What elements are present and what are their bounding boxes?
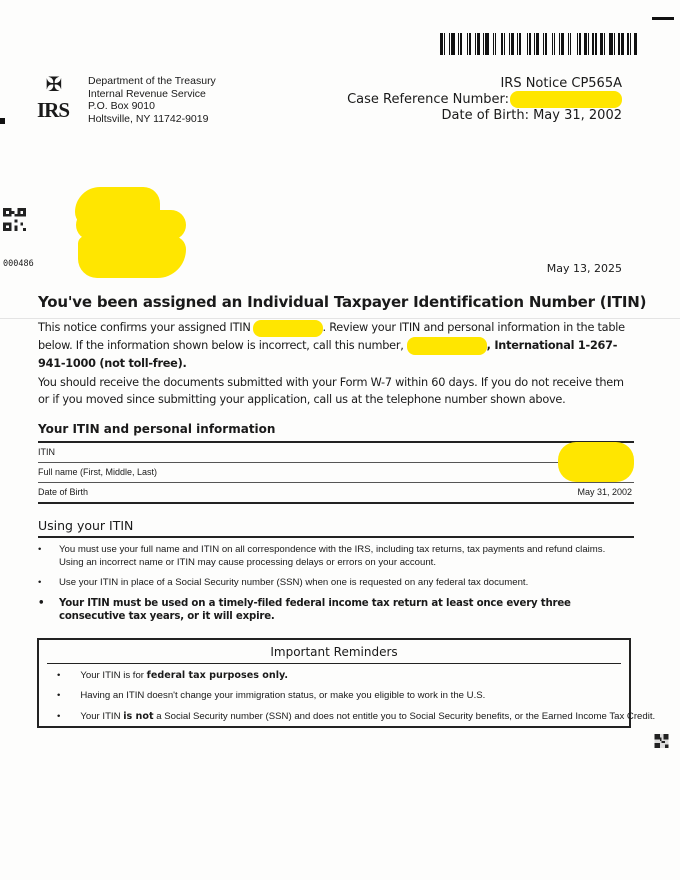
- address-line: Department of the Treasury: [88, 75, 216, 87]
- barcode-bar: [572, 33, 576, 55]
- redacted-recipient-address: [78, 236, 186, 278]
- barcode-bar: [532, 33, 533, 55]
- barcode-bar: [545, 33, 547, 55]
- case-reference: Case Reference Number:: [347, 91, 622, 108]
- barcode-bar: [460, 33, 462, 55]
- barcode-bar: [540, 33, 542, 55]
- info-section-heading: Your ITIN and personal information: [38, 422, 276, 436]
- barcode-bar: [548, 33, 551, 55]
- table-row: ITIN: [38, 443, 634, 463]
- barcode-bar: [451, 33, 455, 55]
- barcode-bar: [529, 33, 531, 55]
- barcode-bar: [501, 33, 503, 55]
- barcode-bar: [475, 33, 476, 55]
- barcode-bar: [440, 33, 443, 55]
- barcode-bar: [632, 33, 633, 55]
- agency-address: [88, 75, 216, 125]
- documents-paragraph: You should receive the documents submitted with your Form W-7 within 60 days. If you do not receive them or if you moved since submitting your application, call us at the telephone number shown above.: [38, 376, 624, 406]
- barcode-bar: [527, 33, 528, 55]
- barcode: [440, 33, 664, 55]
- barcode-bar: [449, 33, 450, 55]
- barcode-bar: [565, 33, 567, 55]
- barcode-bar: [490, 33, 492, 55]
- barcode-bar: [625, 33, 626, 55]
- barcode-bar: [469, 33, 471, 55]
- list-item: • You must use your full name and ITIN on all correspondence with the IRS, including tax returns, tax payments and refund claims. Using an incorrect name or ITIN may cause processing delays or errors on your account.: [38, 544, 606, 568]
- notice-header: [347, 76, 622, 123]
- barcode-bar: [609, 33, 613, 55]
- irs-logo: [37, 74, 73, 126]
- barcode-bar: [497, 33, 500, 55]
- barcode-bar: [588, 33, 589, 55]
- list-item: • Your ITIN must be used on a timely-filed federal income tax return at least once every three consecutive tax years, or it will expire.: [38, 598, 571, 622]
- address-line: Holtsville, NY 11742-9019: [88, 112, 209, 125]
- divider: [38, 536, 634, 538]
- barcode-bar: [509, 33, 510, 55]
- barcode-bar: [483, 33, 484, 55]
- barcode-bar: [621, 33, 624, 55]
- barcode-bar: [598, 33, 599, 55]
- page-title: You've been assigned an Individual Taxpayer Identification Number (ITIN): [38, 293, 647, 311]
- barcode-bar: [522, 33, 526, 55]
- redacted-itin-and-name: [558, 442, 634, 482]
- barcode-bar: [477, 33, 480, 55]
- address-line: Internal Revenue Service: [88, 87, 206, 100]
- list-item: • Having an ITIN doesn't change your immigration status, or make you eligible to work in the U.S.: [57, 690, 486, 701]
- barcode-bar: [515, 33, 516, 55]
- barcode-bar: [627, 33, 629, 55]
- barcode-bar: [561, 33, 564, 55]
- barcode-bar: [582, 33, 583, 55]
- barcode-bar: [504, 33, 505, 55]
- fold-mark: [0, 118, 5, 124]
- barcode-bar: [536, 33, 539, 55]
- barcode-bar: [493, 33, 494, 55]
- list-item: • Your ITIN is for federal tax purposes only.: [57, 670, 289, 681]
- intro-paragraph: This notice confirms your assigned ITIN . Review your ITIN and personal information in the table below. If the information shown below is incorrect, call this number, , International 1-267-941-1000 (not toll-free).: [38, 321, 625, 370]
- table-row: Date of Birth May 31, 2002: [38, 483, 634, 504]
- using-section-heading: Using your ITIN: [38, 518, 134, 533]
- redaction-highlight: [253, 320, 323, 337]
- barcode-bar: [467, 33, 468, 55]
- header-date-of-birth: Date of Birth: May 31, 2002: [441, 108, 622, 123]
- barcode-bar: [595, 33, 597, 55]
- corner-mark: [652, 17, 674, 20]
- barcode-bar: [600, 33, 603, 55]
- redaction-highlight: [510, 91, 622, 108]
- barcode-bar: [511, 33, 514, 55]
- notice-number: IRS Notice CP565A: [500, 76, 622, 91]
- barcode-bar: [592, 33, 594, 55]
- barcode-bar: [579, 33, 581, 55]
- irs-logo-text: IRS: [37, 98, 70, 122]
- qr-code-icon: [654, 734, 669, 748]
- list-item: • Use your ITIN in place of a Social Security number (SSN) when one is requested on any federal tax document.: [38, 577, 529, 588]
- barcode-bar: [577, 33, 578, 55]
- divider: [47, 663, 621, 664]
- address-line: P.O. Box 9010: [88, 100, 155, 112]
- barcode-bar: [552, 33, 553, 55]
- barcode-bar: [506, 33, 508, 55]
- barcode-bar: [463, 33, 466, 55]
- notice-date: May 13, 2025: [546, 262, 622, 275]
- barcode-bar: [495, 33, 496, 55]
- barcode-bar: [568, 33, 569, 55]
- redaction-highlight: [407, 337, 487, 355]
- barcode-bar: [444, 33, 445, 55]
- barcode-bar: [556, 33, 558, 55]
- barcode-bar: [517, 33, 518, 55]
- qr-code-icon: [3, 208, 26, 231]
- reminders-title: Important Reminders: [270, 645, 398, 659]
- barcode-bar: [456, 33, 457, 55]
- barcode-bar: [559, 33, 560, 55]
- barcode-bar: [614, 33, 615, 55]
- barcode-bar: [534, 33, 535, 55]
- table-row: Full name (First, Middle, Last): [38, 463, 634, 483]
- barcode-bar: [606, 33, 608, 55]
- barcode-bar: [446, 33, 448, 55]
- info-table: [38, 441, 634, 504]
- barcode-bar: [543, 33, 544, 55]
- page-code: 000486: [3, 259, 34, 269]
- barcode-bar: [485, 33, 489, 55]
- barcode-bar: [584, 33, 587, 55]
- list-item: • Your ITIN is not a Social Security number (SSN) and does not entitle you to Social Security benefits, or the Earned Income Tax Credit.: [57, 711, 656, 722]
- barcode-bar: [570, 33, 571, 55]
- eagle-icon: ✠: [45, 74, 63, 96]
- barcode-bar: [618, 33, 620, 55]
- barcode-bar: [630, 33, 631, 55]
- barcode-bar: [554, 33, 555, 55]
- barcode-bar: [481, 33, 482, 55]
- important-reminders-box: [37, 638, 656, 728]
- barcode-bar: [458, 33, 459, 55]
- barcode-bar: [519, 33, 521, 55]
- barcode-bar: [590, 33, 591, 55]
- barcode-bar: [634, 33, 637, 55]
- barcode-bar: [472, 33, 474, 55]
- barcode-bar: [616, 33, 617, 55]
- barcode-bar: [604, 33, 605, 55]
